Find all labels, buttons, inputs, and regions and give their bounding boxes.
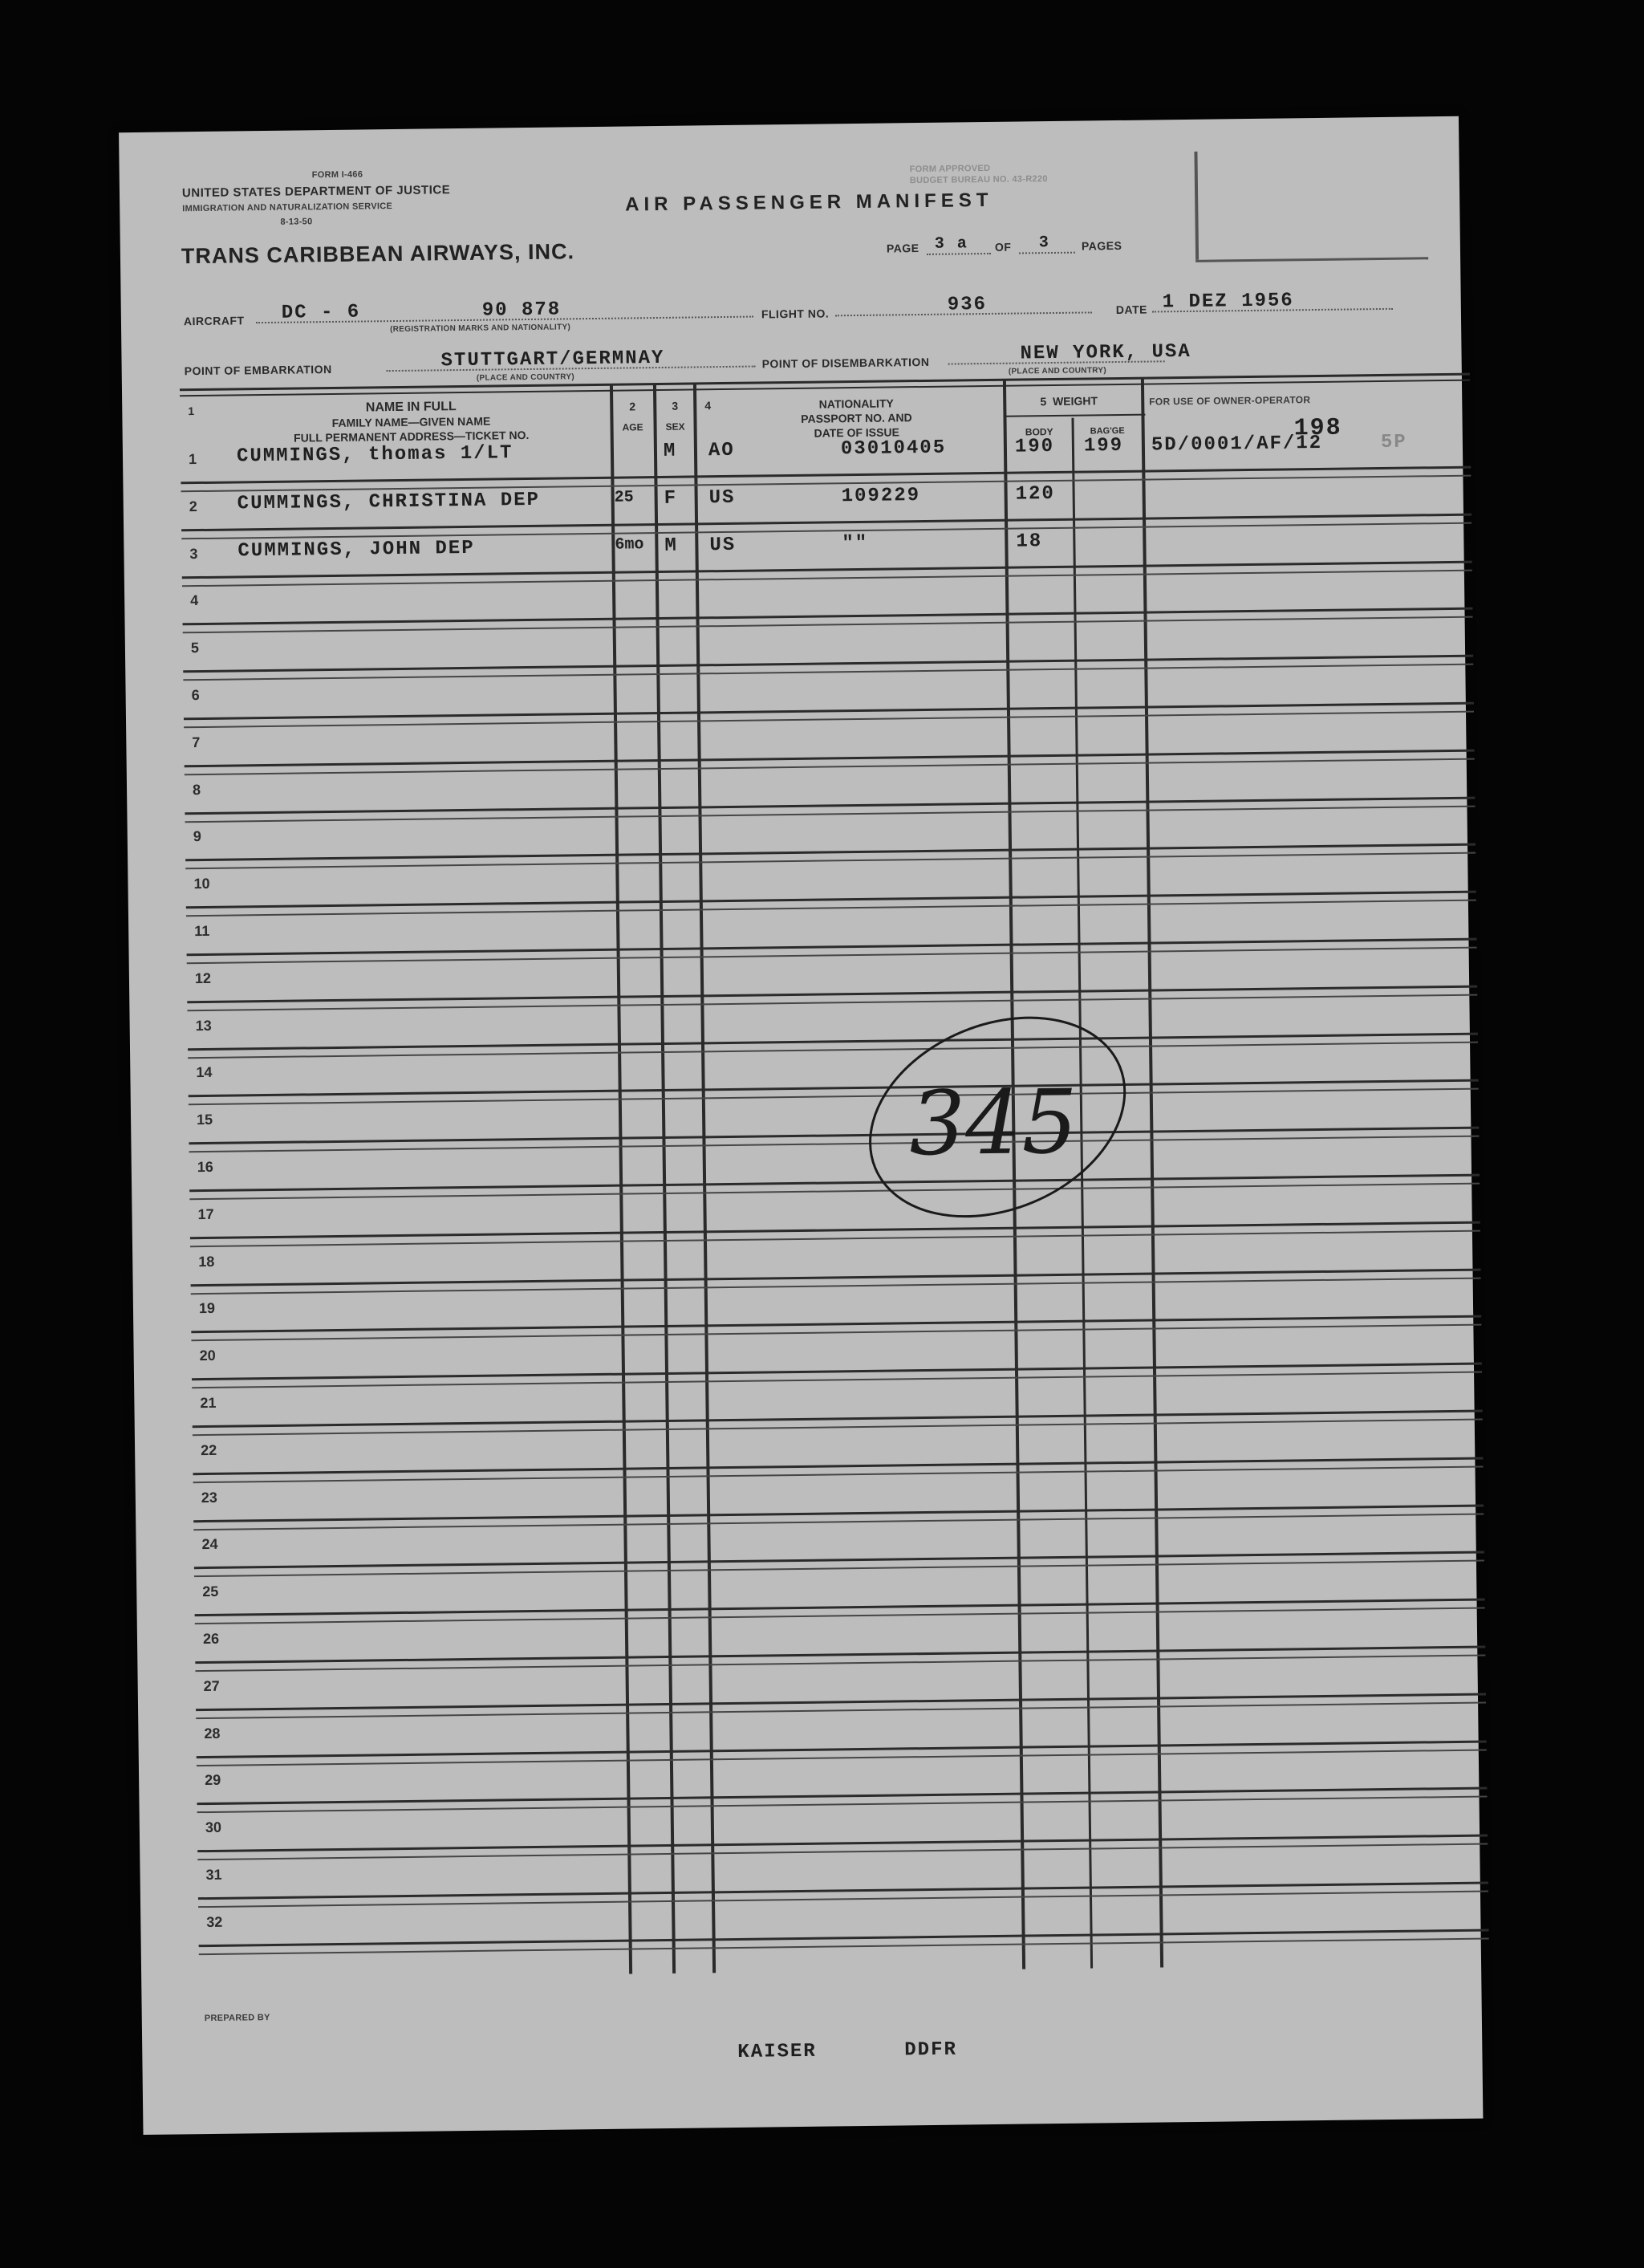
passenger-owner-extra: 5P xyxy=(1380,431,1407,454)
row-number: 4 xyxy=(190,592,199,609)
flight-number: 936 xyxy=(947,294,988,316)
passenger-body-weight: 120 xyxy=(1015,482,1056,506)
carrier-name: TRANS CARIBBEAN AIRWAYS, INC. xyxy=(181,239,575,269)
row-number: 2 xyxy=(189,498,197,514)
passenger-name: CUMMINGS, JOHN DEP xyxy=(237,537,475,563)
page-label: PAGE xyxy=(886,242,919,255)
nationality-column-header xyxy=(708,395,1005,442)
passenger-sex: M xyxy=(663,440,677,462)
row-rule xyxy=(187,985,1477,1011)
annotation-number: 345 xyxy=(908,1070,1078,1176)
disembarkation-value: NEW YORK, USA xyxy=(1020,340,1191,365)
row-number: 29 xyxy=(205,1772,221,1789)
handwritten-circled-annotation xyxy=(851,1003,1143,1231)
row-number: 24 xyxy=(201,1536,218,1553)
embarkation-caption: (PLACE AND COUNTRY) xyxy=(476,372,575,383)
passenger-sex: M xyxy=(664,534,678,557)
date-label: DATE xyxy=(1115,303,1148,317)
nationality-header-line3: DATE OF ISSUE xyxy=(814,425,899,440)
row-rule xyxy=(190,1221,1480,1247)
page-underline xyxy=(927,253,991,255)
passenger-passport: 03010405 xyxy=(840,437,947,461)
row-rule xyxy=(197,1835,1488,1861)
agency-name: UNITED STATES DEPARTMENT OF JUSTICE xyxy=(181,183,451,201)
passenger-body-weight: 18 xyxy=(1016,530,1043,553)
row-rule xyxy=(183,608,1473,634)
row-rule xyxy=(196,1693,1486,1719)
row-rule xyxy=(184,702,1474,729)
row-rule xyxy=(183,655,1473,681)
name-header-line1: NAME IN FULL xyxy=(365,400,457,415)
prepared-by-name: KAISER xyxy=(737,2040,817,2063)
pages-label: PAGES xyxy=(1081,238,1122,253)
owner-operator-number: 198 xyxy=(1293,414,1342,443)
corner-box-base xyxy=(1195,257,1428,262)
passenger-age: 6mo xyxy=(615,534,644,555)
aircraft-caption: (REGISTRATION MARKS AND NATIONALITY) xyxy=(390,323,571,335)
sex-column-header xyxy=(655,398,696,434)
row-rule xyxy=(199,1929,1489,1955)
row-number: 31 xyxy=(205,1866,222,1884)
aircraft-registration: 90 878 xyxy=(481,299,562,322)
row-number: 25 xyxy=(202,1583,219,1600)
of-value: 3 xyxy=(1038,234,1050,253)
row-rule xyxy=(191,1315,1481,1342)
name-column-header xyxy=(202,398,620,446)
row-rule xyxy=(193,1504,1484,1530)
passenger-name: CUMMINGS, thomas 1/LT xyxy=(236,442,513,468)
row-rule xyxy=(198,1882,1488,1908)
nationality-column-number: 4 xyxy=(704,399,712,413)
row-number: 1 xyxy=(188,451,197,468)
row-rule xyxy=(189,1127,1479,1153)
row-number: 22 xyxy=(201,1441,217,1458)
prepared-by-label: PREPARED BY xyxy=(204,2013,270,2024)
embarkation-value: STUTTGART/GERMNAY xyxy=(440,347,665,372)
embarkation-label: POINT OF EMBARKATION xyxy=(184,362,332,378)
sex-column-label: SEX xyxy=(665,421,685,433)
flight-label: FLIGHT NO. xyxy=(761,307,830,321)
row-number: 20 xyxy=(199,1347,216,1364)
passenger-name: CUMMINGS, CHRISTINA DEP xyxy=(237,489,541,515)
row-rule xyxy=(189,1079,1479,1106)
row-rule xyxy=(186,891,1476,917)
row-number: 7 xyxy=(192,734,201,750)
weight-column-label: WEIGHT xyxy=(1052,394,1098,408)
row-rule xyxy=(191,1268,1481,1295)
manifest-title: AIR PASSENGER MANIFEST xyxy=(625,189,993,216)
row-number: 32 xyxy=(206,1913,223,1930)
row-rule xyxy=(185,843,1476,870)
of-underline xyxy=(1019,252,1075,254)
age-column-label: AGE xyxy=(622,421,643,433)
body-column-label: BODY xyxy=(1025,426,1053,438)
row-rule xyxy=(181,466,1471,493)
row-rule xyxy=(197,1740,1487,1766)
row-number: 6 xyxy=(191,687,200,704)
name-header-line2: FAMILY NAME—GIVEN NAME xyxy=(331,414,491,429)
row-number: 11 xyxy=(194,922,210,940)
weight-column-header xyxy=(1005,393,1133,409)
row-number: 5 xyxy=(190,640,200,656)
row-number: 26 xyxy=(202,1630,220,1648)
row-number: 21 xyxy=(200,1394,217,1412)
budget-bureau-number: BUDGET BUREAU NO. 43-R220 xyxy=(909,174,1048,186)
name-header-line3: FULL PERMANENT ADDRESS—TICKET NO. xyxy=(294,428,530,445)
nationality-header-line2: PASSPORT NO. AND xyxy=(801,411,912,425)
row-number: 17 xyxy=(197,1205,214,1222)
age-column-number: 2 xyxy=(629,400,636,413)
agency-service: IMMIGRATION AND NATURALIZATION SERVICE xyxy=(182,201,393,214)
corner-box-edge xyxy=(1194,152,1199,260)
row-number: 30 xyxy=(205,1819,222,1836)
row-rule xyxy=(187,938,1477,965)
row-number: 12 xyxy=(194,969,212,986)
row-number: 14 xyxy=(196,1064,213,1081)
row-rule xyxy=(188,1032,1478,1059)
row-number: 23 xyxy=(201,1489,217,1506)
row-rule xyxy=(193,1410,1483,1437)
column-1-number: 1 xyxy=(188,404,195,418)
weight-column-number: 5 xyxy=(1040,395,1047,408)
aircraft-type: DC - 6 xyxy=(281,301,361,324)
row-rule xyxy=(181,513,1471,539)
row-rule xyxy=(185,749,1475,775)
weight-column-title xyxy=(1005,393,1133,409)
row-number: 8 xyxy=(192,781,201,798)
row-rule xyxy=(185,796,1475,823)
prepared-by-organization: DDFR xyxy=(904,2038,958,2062)
row-number: 28 xyxy=(204,1725,221,1742)
row-number: 18 xyxy=(198,1253,215,1270)
row-number: 16 xyxy=(197,1158,213,1176)
passenger-baggage-weight: 199 xyxy=(1083,434,1124,457)
baggage-column-label: BAG'GE xyxy=(1090,425,1125,437)
passenger-body-weight: 190 xyxy=(1014,435,1055,458)
passenger-nationality: US xyxy=(709,534,737,556)
nationality-header-line1: NATIONALITY xyxy=(818,396,894,411)
passenger-owner-code: 5D/0001/AF/12 xyxy=(1151,432,1323,457)
aircraft-label: AIRCRAFT xyxy=(183,314,245,328)
row-number: 27 xyxy=(203,1677,220,1694)
row-number: 19 xyxy=(198,1300,216,1317)
row-number: 9 xyxy=(193,828,201,845)
row-number: 3 xyxy=(189,545,198,562)
row-number: 13 xyxy=(195,1017,212,1034)
owner-operator-label: FOR USE OF OWNER-OPERATOR xyxy=(1149,394,1311,408)
passenger-passport: 109229 xyxy=(841,484,921,508)
row-rule xyxy=(182,560,1472,587)
disembarkation-label: POINT OF DISEMBARKATION xyxy=(761,355,930,371)
of-label: OF xyxy=(994,240,1012,254)
age-column-header xyxy=(610,399,656,435)
row-rule xyxy=(194,1551,1484,1578)
sex-column-number: 3 xyxy=(672,399,679,413)
disembarkation-caption: (PLACE AND COUNTRY) xyxy=(1008,366,1107,376)
passenger-passport: "" xyxy=(842,532,869,555)
passenger-age: 25 xyxy=(614,488,634,507)
row-rule xyxy=(197,1787,1487,1814)
passenger-nationality: AO xyxy=(708,439,735,462)
passenger-sex: F xyxy=(664,487,678,510)
flight-date: 1 DEZ 1956 xyxy=(1162,290,1294,314)
row-rule xyxy=(192,1363,1482,1389)
manifest-sheet xyxy=(119,116,1483,2135)
form-date-code: 8-13-50 xyxy=(280,217,313,227)
row-rule xyxy=(195,1599,1485,1625)
row-number: 15 xyxy=(196,1112,213,1128)
page-value: 3 a xyxy=(934,234,968,254)
weight-header-rule xyxy=(1005,414,1145,417)
row-rule xyxy=(193,1457,1483,1483)
form-approved: FORM APPROVED xyxy=(909,163,991,175)
form-number: FORM I-466 xyxy=(311,169,363,181)
row-rule xyxy=(189,1174,1480,1201)
passenger-nationality: US xyxy=(708,486,736,510)
row-number: 10 xyxy=(193,876,210,892)
row-rule xyxy=(195,1646,1485,1673)
